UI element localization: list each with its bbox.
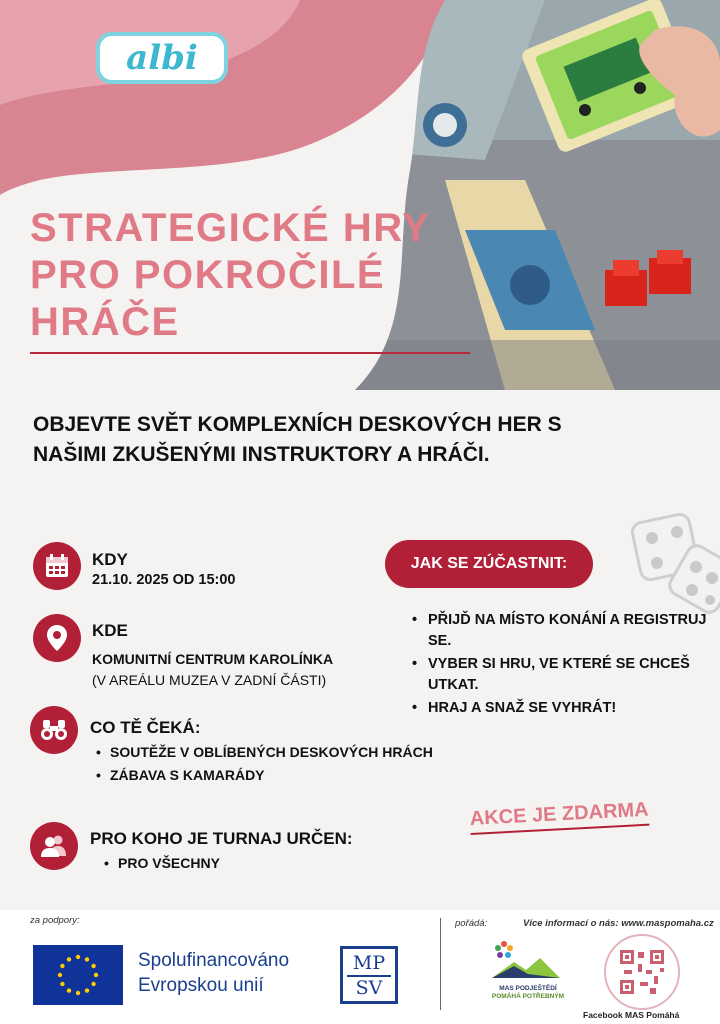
mas-text xyxy=(488,985,568,1001)
eu-star xyxy=(67,988,71,992)
facebook-label: Facebook MAS Pomáhá xyxy=(583,1010,680,1020)
mas-slogan: POMÁHÁ POTŘEBNÝM xyxy=(491,993,565,1000)
eu-star xyxy=(76,991,80,995)
organizer-label: pořádá: xyxy=(455,918,488,929)
list-item: • ZÁBAVA S KAMARÁDY xyxy=(96,764,433,787)
mas-name: MAS PODJEŠTĚDÍ xyxy=(499,985,557,992)
title-divider xyxy=(30,352,470,354)
eu-star xyxy=(91,982,95,986)
mpsv-logo xyxy=(340,946,398,1004)
eu-star xyxy=(91,964,95,968)
mpsv-line-2: SV xyxy=(347,975,391,999)
dice-icon xyxy=(630,510,720,620)
calendar-icon xyxy=(33,542,81,590)
albi-logo xyxy=(96,32,228,84)
title-line-3: HRÁČE xyxy=(30,300,180,344)
when-value: 21.10. 2025 OD 15:00 xyxy=(92,572,236,588)
eu-star xyxy=(58,973,62,977)
location-pin-icon xyxy=(33,614,81,662)
free-event-stamp: AKCE JE ZDARMA xyxy=(469,799,649,835)
where-note: (V AREÁLU MUZEA V ZADNÍ ČÁSTI) xyxy=(92,672,327,688)
expect-list xyxy=(96,741,433,787)
eu-line-1: Spolufinancováno xyxy=(138,950,290,971)
where-place: KOMUNITNÍ CENTRUM KAROLÍNKA xyxy=(92,651,334,667)
join-heading-pill: JAK SE ZÚČASTNIT: xyxy=(385,540,593,588)
eu-star xyxy=(60,982,64,986)
binoculars-icon xyxy=(30,706,78,754)
audience-list xyxy=(104,852,220,875)
eu-flag-icon xyxy=(33,945,123,1005)
eu-star xyxy=(94,973,98,977)
support-label: za podpory: xyxy=(30,915,80,926)
step-item: • HRAJ A SNAŽ SE VYHRÁT! xyxy=(412,698,720,719)
lead-text xyxy=(33,410,673,470)
mpsv-line-1: MP xyxy=(352,952,386,974)
expect-label: CO TĚ ČEKÁ: xyxy=(90,718,201,737)
albi-logo-text: albi xyxy=(126,38,198,78)
step-item: • VYBER SI HRU, VE KTERÉ SE CHCEŠ UTKAT. xyxy=(412,654,720,696)
eu-star xyxy=(67,957,71,961)
list-item: • PRO VŠECHNY xyxy=(104,852,220,875)
when-label: KDY xyxy=(92,550,128,569)
people-icon xyxy=(30,822,78,870)
footer-divider xyxy=(440,918,441,1010)
where-label: KDE xyxy=(92,621,128,640)
eu-star xyxy=(85,957,89,961)
title-line-2: PRO POKROČILÉ xyxy=(30,253,386,297)
eu-cofunded-text xyxy=(138,948,289,998)
eu-star xyxy=(60,964,64,968)
step-item: • PŘIJĎ NA MÍSTO KONÁNÍ A REGISTRUJ SE. xyxy=(412,610,720,652)
audience-label: PRO KOHO JE TURNAJ URČEN: xyxy=(90,829,353,848)
lead-line-2: NAŠIMI ZKUŠENÝMI INSTRUKTORY A HRÁČI. xyxy=(33,443,490,466)
eu-line-2: Evropskou unií xyxy=(138,975,264,996)
eu-star xyxy=(76,955,80,959)
title-line-1: STRATEGICKÉ HRY xyxy=(30,206,431,250)
more-info-text: Více informací o nás: www.maspomaha.cz xyxy=(523,918,714,929)
list-item: • SOUTĚŽE V OBLÍBENÝCH DESKOVÝCH HRÁCH xyxy=(96,741,433,764)
eu-star xyxy=(85,988,89,992)
join-steps xyxy=(412,610,720,721)
lead-line-1: OBJEVTE SVĚT KOMPLEXNÍCH DESKOVÝCH HER S xyxy=(33,413,562,436)
qr-code-icon[interactable] xyxy=(604,934,680,1010)
page-title xyxy=(30,205,470,346)
